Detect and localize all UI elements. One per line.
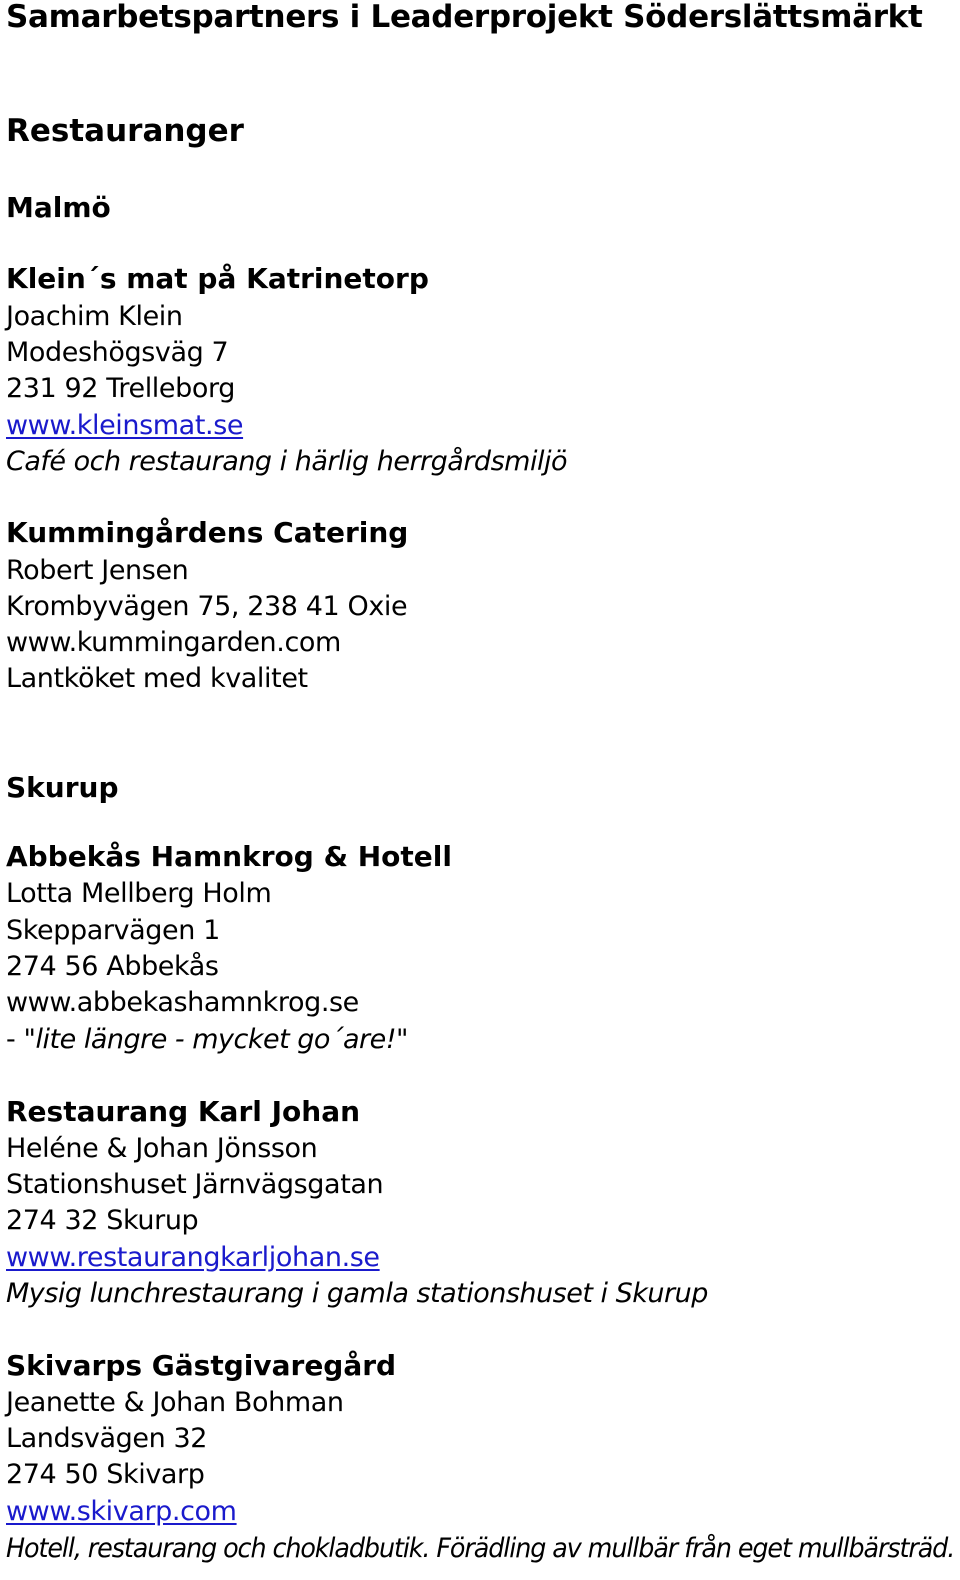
restaurant-name: Kummingårdens Catering bbox=[6, 516, 409, 549]
restaurant-description bbox=[6, 1026, 408, 1053]
contact-person: Lotta Mellberg Holm bbox=[6, 878, 272, 909]
address-line: 231 92 Trelleborg bbox=[6, 373, 235, 404]
restaurant-description: Café och restaurang i härlig herrgårdsmiljö bbox=[6, 446, 567, 477]
city-heading-skurup: Skurup bbox=[6, 771, 119, 804]
restaurant-description: Hotell, restaurang och chokladbutik. Förädling av mullbär från eget mullbärsträd. bbox=[6, 1533, 955, 1564]
contact-person: Jeanette & Johan Bohman bbox=[6, 1387, 344, 1418]
address-line: 274 50 Skivarp bbox=[6, 1459, 205, 1490]
address-line: Stationshuset Järnvägsgatan bbox=[6, 1169, 384, 1200]
restaurant-description: Lantköket med kvalitet bbox=[6, 663, 308, 694]
website-link[interactable]: www.kleinsmat.se bbox=[6, 410, 244, 441]
quote-prefix: - " bbox=[6, 1024, 36, 1055]
page-title: Samarbetspartners i Leaderprojekt Söderslättsmärkt bbox=[6, 0, 923, 35]
quote-suffix: " bbox=[396, 1024, 409, 1055]
restaurant-name: Abbekås Hamnkrog & Hotell bbox=[6, 840, 452, 873]
address-line: Skepparvägen 1 bbox=[6, 915, 220, 946]
address-line: Krombyvägen 75, 238 41 Oxie bbox=[6, 591, 408, 622]
website-link[interactable]: www.restaurangkarljohan.se bbox=[6, 1242, 380, 1273]
contact-person: Robert Jensen bbox=[6, 555, 189, 586]
restaurant-name: Restaurang Karl Johan bbox=[6, 1095, 361, 1128]
address-line: 274 56 Abbekås bbox=[6, 951, 219, 982]
contact-person: Heléne & Johan Jönsson bbox=[6, 1133, 318, 1164]
restaurant-name: Skivarps Gästgivaregård bbox=[6, 1349, 397, 1382]
address-line: Modeshögsväg 7 bbox=[6, 337, 229, 368]
restaurant-name: Klein´s mat på Katrinetorp bbox=[6, 262, 429, 295]
website-link[interactable]: www.skivarp.com bbox=[6, 1496, 237, 1527]
city-heading-malmo: Malmö bbox=[6, 191, 111, 224]
website-text: www.kummingarden.com bbox=[6, 627, 341, 658]
address-line: Landsvägen 32 bbox=[6, 1423, 208, 1454]
address-line: 274 32 Skurup bbox=[6, 1205, 199, 1236]
restaurant-description: Mysig lunchrestaurang i gamla stationshuset i Skurup bbox=[6, 1278, 708, 1309]
section-heading-restauranger: Restauranger bbox=[6, 113, 244, 149]
contact-person: Joachim Klein bbox=[6, 301, 183, 332]
slogan: lite längre - mycket go´are! bbox=[35, 1024, 397, 1055]
website-text: www.abbekashamnkrog.se bbox=[6, 987, 359, 1018]
